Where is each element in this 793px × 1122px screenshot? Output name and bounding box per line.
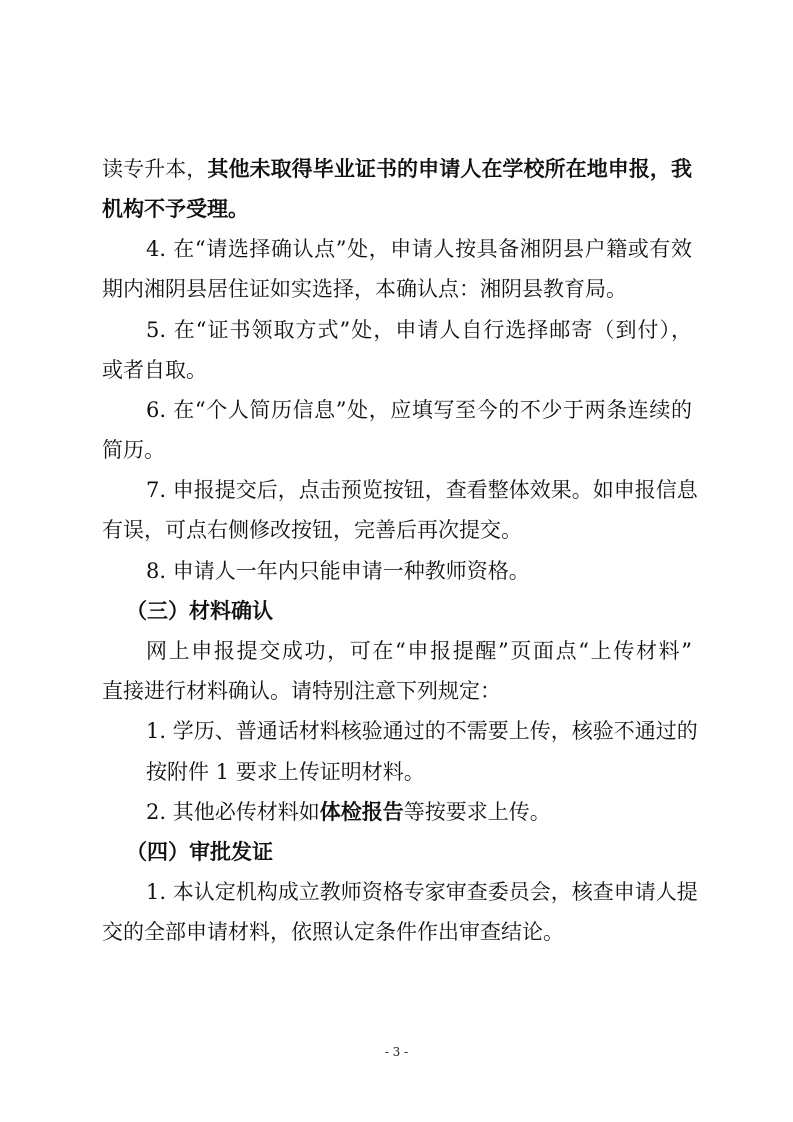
text-segment: 直接进行材料确认。请特别注意下列规定：: [102, 679, 501, 703]
text-segment: 有误，可点右侧修改按钮，完善后再次提交。: [102, 518, 522, 542]
text-line: [102, 676, 692, 706]
text-line: [146, 797, 692, 827]
text-line: [146, 395, 692, 425]
text-segment: 等按要求上传。: [403, 800, 551, 824]
text-line: [146, 716, 698, 746]
section-heading: [126, 596, 692, 626]
bold-text-segment: 体检报告: [319, 799, 404, 824]
text-segment: 1. 学历、普通话材料核验通过的不需要上传，核验不通过的: [146, 719, 698, 743]
text-line: [102, 435, 692, 465]
text-line: [146, 475, 698, 505]
bold-text-segment: （四）审批发证: [126, 839, 273, 864]
text-segment: 或者自取。: [102, 358, 207, 382]
text-line: [102, 194, 692, 224]
text-line: [146, 757, 692, 787]
text-segment: 交的全部申请材料，依照认定条件作出审查结论。: [102, 920, 564, 944]
text-line: [146, 877, 698, 907]
text-segment: 2. 其他必传材料如: [146, 800, 320, 824]
text-segment: 6. 在“个人简历信息”处，应填写至今的不少于两条连续的: [146, 398, 692, 422]
bold-text-segment: （三）材料确认: [126, 598, 273, 623]
text-segment: 网上申报提交成功，可在“申报提醒”页面点“上传材料”: [146, 639, 692, 663]
text-line: [146, 556, 692, 586]
section-heading: [126, 837, 692, 867]
text-segment: 简历。: [102, 438, 165, 462]
text-line: [146, 636, 692, 666]
text-line: [146, 234, 692, 264]
text-segment: 8. 申请人一年内只能申请一种教师资格。: [146, 559, 530, 583]
page-number: - 3 -: [384, 1045, 409, 1059]
text-line: [102, 917, 692, 947]
text-segment: 7. 申报提交后，点击预览按钮，查看整体效果。如申报信息: [146, 478, 698, 502]
text-segment: 期内湘阴县居住证如实选择，本确认点：湘阴县教育局。: [102, 277, 627, 301]
text-line: [102, 154, 692, 184]
text-line: [102, 355, 692, 385]
text-segment: 5. 在“证书领取方式”处，申请人自行选择邮寄（到付），: [146, 318, 692, 342]
text-line: [146, 315, 692, 345]
text-line: [102, 274, 692, 304]
bold-text-segment: 其他未取得毕业证书的申请人在学校所在地申报，我: [207, 156, 693, 181]
text-segment: 1. 本认定机构成立教师资格专家审查委员会，核查申请人提: [146, 880, 698, 904]
text-line: [102, 515, 692, 545]
text-segment: 按附件 1 要求上传证明材料。: [146, 760, 425, 784]
text-segment: 4. 在“请选择确认点”处，申请人按具备湘阴县户籍或有效: [146, 237, 692, 261]
text-segment: 读专升本，: [102, 157, 208, 181]
bold-text-segment: 机构不予受理。: [102, 196, 249, 221]
